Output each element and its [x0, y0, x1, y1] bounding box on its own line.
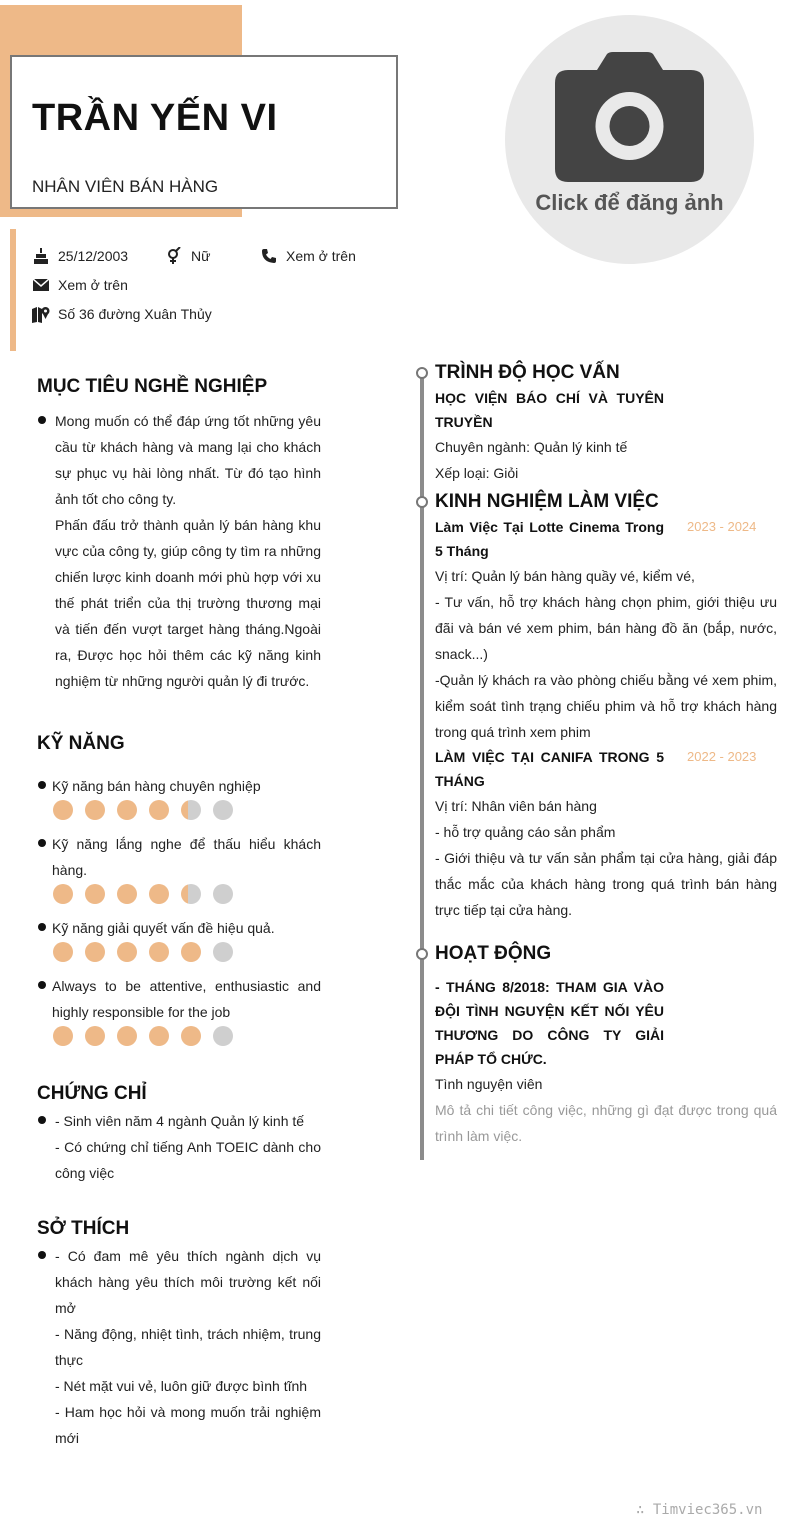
timeline-line — [420, 374, 424, 1160]
activity-event[interactable]: - THÁNG 8/2018: THAM GIA VÀO ĐỘI TÌNH NGUYỆN KẾT NỐI YÊU THƯƠNG DO CÔNG TY GIẢI PHÁP TỔ CHỨC. — [435, 979, 664, 1067]
hobby-line[interactable]: - Có đam mê yêu thích ngành dịch vụ khách hàng yêu thích môi trường kết nối mở — [55, 1248, 321, 1316]
bullet — [38, 981, 46, 989]
rating-dot — [213, 884, 233, 904]
skill-rating — [53, 942, 245, 962]
bullet — [38, 839, 46, 847]
rating-dot — [117, 1026, 137, 1046]
rating-dot — [181, 1026, 201, 1046]
job-description[interactable]: - hỗ trợ quảng cáo sản phẩm — [435, 824, 616, 840]
contact-gender[interactable] — [163, 247, 210, 265]
rating-dot — [53, 1026, 73, 1046]
rating-dot — [85, 942, 105, 962]
section-title-experience: KINH NGHIỆM LÀM VIỆC — [435, 491, 659, 512]
job-position[interactable]: Vị trí: Nhân viên bán hàng — [435, 798, 597, 814]
birthday-value: 25/12/2003 — [58, 248, 129, 264]
rating-dot — [213, 800, 233, 820]
email-value: Xem ở trên — [58, 277, 128, 293]
section-title-objective: MỤC TIÊU NGHỀ NGHIỆP — [37, 376, 268, 397]
envelope-icon — [30, 276, 52, 294]
rating-dot — [149, 942, 169, 962]
bullet — [38, 781, 46, 789]
name-box — [10, 55, 398, 209]
skill-label[interactable]: Kỹ năng lắng nghe để thấu hiểu khách hàng. — [52, 836, 321, 878]
job-company[interactable]: Làm Việc Tại Lotte Cinema Trong 5 Tháng — [435, 519, 664, 559]
job-date[interactable]: 2022 - 2023 — [687, 749, 757, 764]
job-company[interactable]: LÀM VIỆC TẠI CANIFA TRONG 5 THÁNG — [435, 749, 664, 789]
footer-watermark — [636, 1502, 762, 1518]
timeline-node — [416, 948, 428, 960]
activity-role[interactable]: Tình nguyện viên — [435, 1076, 543, 1092]
objective-text-1[interactable]: Mong muốn có thể đáp ứng tốt những yêu cầu từ khách hàng và mang lại cho khách sự phục vụ hài lòng nhất. Từ đó tạo hình ảnh tốt cho công ty. — [55, 413, 321, 507]
watermark-text: Timviec365.vn — [652, 1502, 763, 1518]
timeline-node — [416, 367, 428, 379]
job-description[interactable]: - Giới thiệu và tư vấn sản phẩm tại cửa hàng, giải đáp thắc mắc của khách hàng trong quá trình bán hàng trực tiếp tại cửa hàng. — [435, 850, 777, 918]
rating-dot — [181, 800, 201, 820]
rating-dot — [149, 1026, 169, 1046]
rating-dot — [149, 800, 169, 820]
contact-email[interactable] — [30, 276, 128, 294]
skill-rating — [53, 1026, 245, 1046]
hobby-line[interactable]: - Năng động, nhiệt tình, trách nhiệm, trung thực — [55, 1326, 321, 1368]
contact-phone[interactable] — [258, 247, 356, 265]
address-value: Số 36 đường Xuân Thủy — [58, 306, 212, 322]
cake-icon — [30, 247, 52, 265]
contact-birthday[interactable] — [30, 247, 128, 265]
watermark-dots-icon: ∴ — [636, 1502, 653, 1518]
rating-dot — [213, 942, 233, 962]
job-date[interactable]: 2023 - 2024 — [687, 519, 757, 534]
bullet — [38, 1116, 46, 1124]
bullet — [38, 416, 46, 424]
skill-rating — [53, 884, 245, 904]
job-title[interactable]: NHÂN VIÊN BÁN HÀNG — [32, 177, 219, 196]
rating-dot — [53, 942, 73, 962]
rating-dot — [213, 1026, 233, 1046]
photo-upload[interactable] — [505, 15, 754, 264]
phone-value: Xem ở trên — [286, 248, 356, 264]
hobby-line[interactable]: - Ham học hỏi và mong muốn trải nghiệm mới — [55, 1404, 321, 1446]
timeline-node — [416, 496, 428, 508]
section-title-skills: KỸ NĂNG — [37, 733, 125, 754]
job-position[interactable]: Vị trí: Quản lý bán hàng quầy vé, kiểm vé, — [435, 568, 695, 584]
skill-label[interactable]: Always to be attentive, enthusiastic and highly responsible for the job — [52, 978, 321, 1020]
contact-address[interactable] — [30, 305, 212, 323]
photo-upload-label: Click để đăng ảnh — [535, 190, 724, 215]
skill-rating — [53, 800, 245, 820]
education-grade[interactable]: Xếp loại: Giỏi — [435, 465, 519, 481]
section-title-education: TRÌNH ĐỘ HỌC VẤN — [435, 362, 620, 383]
rating-dot — [149, 884, 169, 904]
rating-dot — [53, 884, 73, 904]
phone-icon — [258, 247, 280, 265]
gender-icon — [163, 247, 185, 265]
rating-dot — [181, 884, 201, 904]
rating-dot — [85, 1026, 105, 1046]
rating-dot — [53, 800, 73, 820]
objective-text-2[interactable]: Phấn đấu trở thành quản lý bán hàng khu vực của công ty, giúp công ty tìm ra những chiến lược kinh doanh mới phù hợp với xu thế phát triển của thị trường thương mại và tiến đến vượt target hàng tháng.Ngoài ra, Được học hỏi thêm các kỹ năng kinh nghiệm từ những người quản lý đi trước. — [55, 517, 321, 689]
bullet — [38, 923, 46, 931]
camera-icon — [555, 52, 704, 182]
section-title-hobbies: SỞ THÍCH — [37, 1218, 130, 1239]
rating-dot — [181, 942, 201, 962]
section-title-activities: HOẠT ĐỘNG — [435, 943, 552, 964]
school-name[interactable]: HỌC VIỆN BÁO CHÍ VÀ TUYÊN TRUYỀN — [435, 390, 664, 430]
education-major[interactable]: Chuyên ngành: Quản lý kinh tế — [435, 439, 628, 455]
rating-dot — [117, 884, 137, 904]
rating-dot — [117, 800, 137, 820]
rating-dot — [85, 800, 105, 820]
job-description[interactable]: -Quản lý khách ra vào phòng chiếu bằng vé xem phim, kiểm soát tình trạng chiếu phim và hỗ trợ khách hàng trong quá trình xem phim — [435, 672, 777, 740]
job-description[interactable]: - Tư vấn, hỗ trợ khách hàng chọn phim, giới thiệu ưu đãi và bán vé xem phim, bán hàng đồ ăn (bắp, nước, snack...) — [435, 594, 777, 662]
candidate-name[interactable]: TRẦN YẾN VI — [32, 97, 278, 139]
activity-description[interactable]: Mô tả chi tiết công việc, những gì đạt được trong quá trình làm việc. — [435, 1102, 777, 1144]
skill-label[interactable]: Kỹ năng giải quyết vấn đề hiệu quả. — [52, 920, 275, 936]
certificate-line[interactable]: - Sinh viên năm 4 ngành Quản lý kinh tế — [55, 1113, 305, 1129]
skill-label[interactable]: Kỹ năng bán hàng chuyên nghiệp — [52, 778, 261, 794]
rating-dot — [85, 884, 105, 904]
rating-dot — [117, 942, 137, 962]
section-title-certificates: CHỨNG CHỈ — [37, 1083, 147, 1104]
gender-value: Nữ — [191, 248, 211, 264]
map-icon — [30, 305, 52, 323]
contact-accent-bar — [10, 229, 16, 351]
hobby-line[interactable]: - Nét mặt vui vẻ, luôn giữ được bình tĩnh — [55, 1378, 308, 1394]
bullet — [38, 1251, 46, 1259]
certificate-line[interactable]: - Có chứng chỉ tiếng Anh TOEIC dành cho công việc — [55, 1139, 321, 1181]
